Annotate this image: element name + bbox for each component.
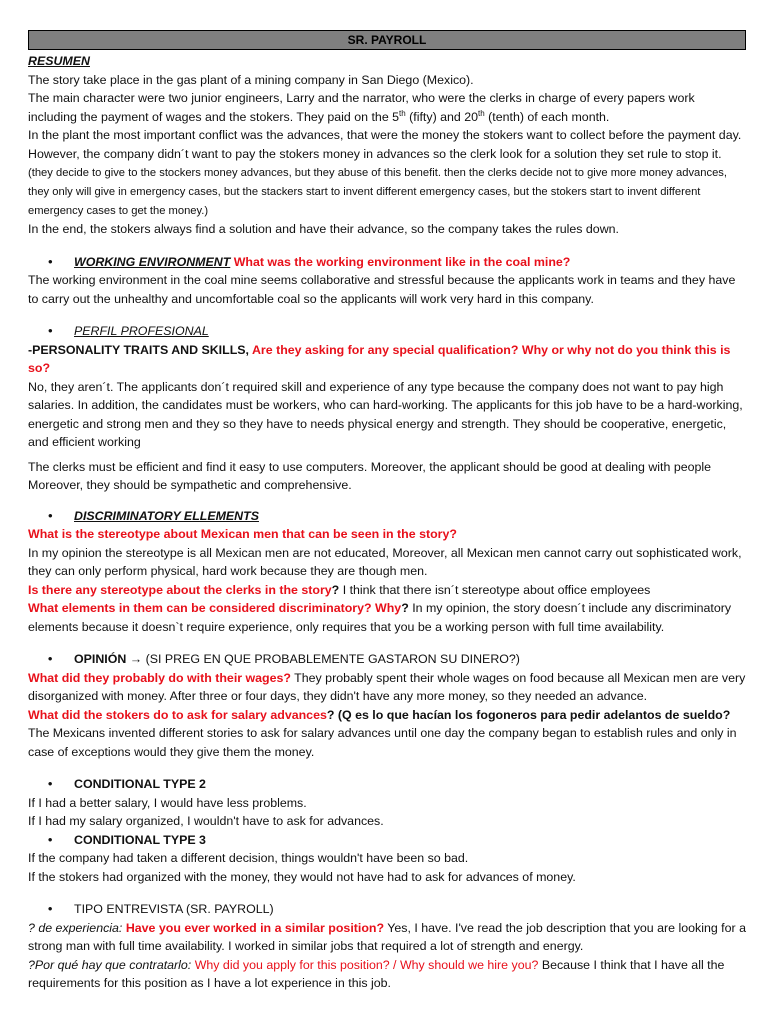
bullet-icon: •: [48, 324, 53, 338]
resumen-line-1: The story take place in the gas plant of a mining company in San Diego (Mexico).: [28, 72, 474, 87]
bullet-icon: •: [48, 652, 53, 666]
bullet-icon: •: [48, 902, 53, 916]
perfil-answer-2: The clerks must be efficient and find it easy to use computers. Moreover, the applicant should be good at dealing with people Moreover, they should be sympathetic and comprehensive.: [28, 459, 712, 492]
perfil-profesional-heading: • PERFIL PROFESIONAL: [28, 322, 746, 341]
opinion-question-1: What did they probably do with their wages? They probably spent their whole wages on food because all Mexican men are very disorganized with money. After three or four days, they didn't have any more money, so they needed an advance.: [28, 670, 746, 703]
document-title-bar: [28, 30, 746, 50]
discrim-answer-1: In my opinion the stereotype is all Mexican men are not educated, Moreover, all Mexican men cannot carry out sophisticated work, they can only perform physical, hard work because they are though men.: [28, 545, 742, 578]
bullet-icon: •: [48, 508, 53, 523]
resumen-small-note: (they decide to give to the stockers money advances, but they abuse of this benefit. then the clerks decide not to give more money advances, they only will give in emergency cases, but the stackers start to invent different emergency cases, but the stokers start to invent different emergency cases to get the money.): [28, 167, 728, 217]
discrim-question-2: Is there any stereotype about the clerks in the story? I think that there isn´t stereotype about office employees: [28, 582, 651, 597]
resumen-paragraph-3: In the end, the stokers always find a solution and have their advance, so the company takes the rules down.: [28, 222, 619, 236]
working-environment-answer: The working environment in the coal mine seems collaborative and stressful because the applicants work in teams and they have to carry out the unhealthy and uncomfortable coal so the applicants will work very hard in this company.: [28, 273, 736, 306]
discrim-question-3: What elements in them can be considered discriminatory? Why? In my opinion, the story doesn´t include any discriminatory elements because it doesn`t require experience, only requires that you be a working person with full time availability.: [28, 601, 732, 634]
conditional-2-sentence-1: If I had a better salary, I would have less problems.: [28, 795, 307, 810]
interview-question-2: ?Por qué hay que contratarlo: Why did you apply for this position? / Why should we hire you? Because I think that I have all the requirements for this position as I have a lot experience in this job.: [28, 957, 725, 990]
opinion-heading: • OPINIÓN → (SI PREG EN QUE PROBABLEMENTE GASTARON SU DINERO?): [28, 650, 746, 669]
discriminatory-elements-heading: • DISCRIMINATORY ELLEMENTS: [28, 507, 746, 526]
bullet-icon: •: [48, 254, 53, 269]
resumen-line-2: The main character were two junior engineers, Larry and the narrator, who were the clerks in charge of every papers work: [28, 91, 695, 105]
resumen-paragraph-2: In the plant the most important conflict was the advances, that were the money the stokers want to collect before the payment day. However, the company didn´t want to pay the stokers money in advances so the clerk look for a solution they set rule to stop it. (they decide to give to the stockers money advances, but they abuse of this benefit. then the clerks decide not to give more money advances, they only will give in emergency cases, but the stackers start to invent different emergency cases, but the stokers start to invent different emergency cases to get the money.): [28, 128, 742, 217]
document-page: [28, 30, 746, 993]
arrow-icon: →: [129, 652, 143, 666]
discrim-question-1: What is the stereotype about Mexican men that can be seen in the story?: [28, 527, 457, 541]
resumen-line-3: including the payment of wages and the stokers. They paid on the 5th (fifty) and 20th (tenth) of each month.: [28, 108, 610, 124]
conditional-2-sentence-2: If I had my salary organized, I wouldn't have to ask for advances.: [28, 814, 384, 828]
working-environment-heading: • WORKING ENVIRONMENT What was the working environment like in the coal mine?: [28, 253, 746, 272]
conditional-3-sentence-2: If the stokers had organized with the money, they would not have had to ask for advances of money.: [28, 869, 576, 884]
bullet-icon: •: [48, 777, 53, 791]
conditional-3-sentence-1: If the company had taken a different decision, things wouldn't have been so bad.: [28, 851, 469, 865]
opinion-question-2: What did the stokers do to ask for salary advances? (Q es lo que hacían los fogoneros para pedir adelantos de sueldo? The Mexicans invented different stories to ask for salary advances until one day the company began to establish rules and only in case of exceptions would they give them the money.: [28, 707, 737, 759]
perfil-answer-1: No, they aren´t. The applicants don´t required skill and experience of any type because the company does not want to pay high salaries. In addition, the candidates must be workers, who can hard-working. The applicants for this job have to be a hard-working, energetic and strong men and they so they have to needs physical energy and strength. They should be cooperative, energetic, and efficient working: [28, 379, 743, 449]
interview-question-1: ? de experiencia: Have you ever worked in a similar position? Yes, I have. I've read the job description that you are looking for a strong man with full time availability. I worked in similar jobs that required a lot of strength and energy.: [28, 920, 746, 953]
conditional-type-3-heading: • CONDITIONAL TYPE 3: [28, 831, 746, 850]
interview-heading: • TIPO ENTREVISTA (SR. PAYROLL): [28, 900, 746, 919]
resumen-heading: RESUMEN: [28, 54, 90, 68]
personality-traits-question: -PERSONALITY TRAITS AND SKILLS, Are they asking for any special qualification? Why or why not do you think this is so?: [28, 342, 731, 375]
bullet-icon: •: [48, 832, 53, 847]
document-title: SR. PAYROLL: [347, 33, 427, 47]
conditional-type-2-heading: • CONDITIONAL TYPE 2: [28, 775, 746, 794]
